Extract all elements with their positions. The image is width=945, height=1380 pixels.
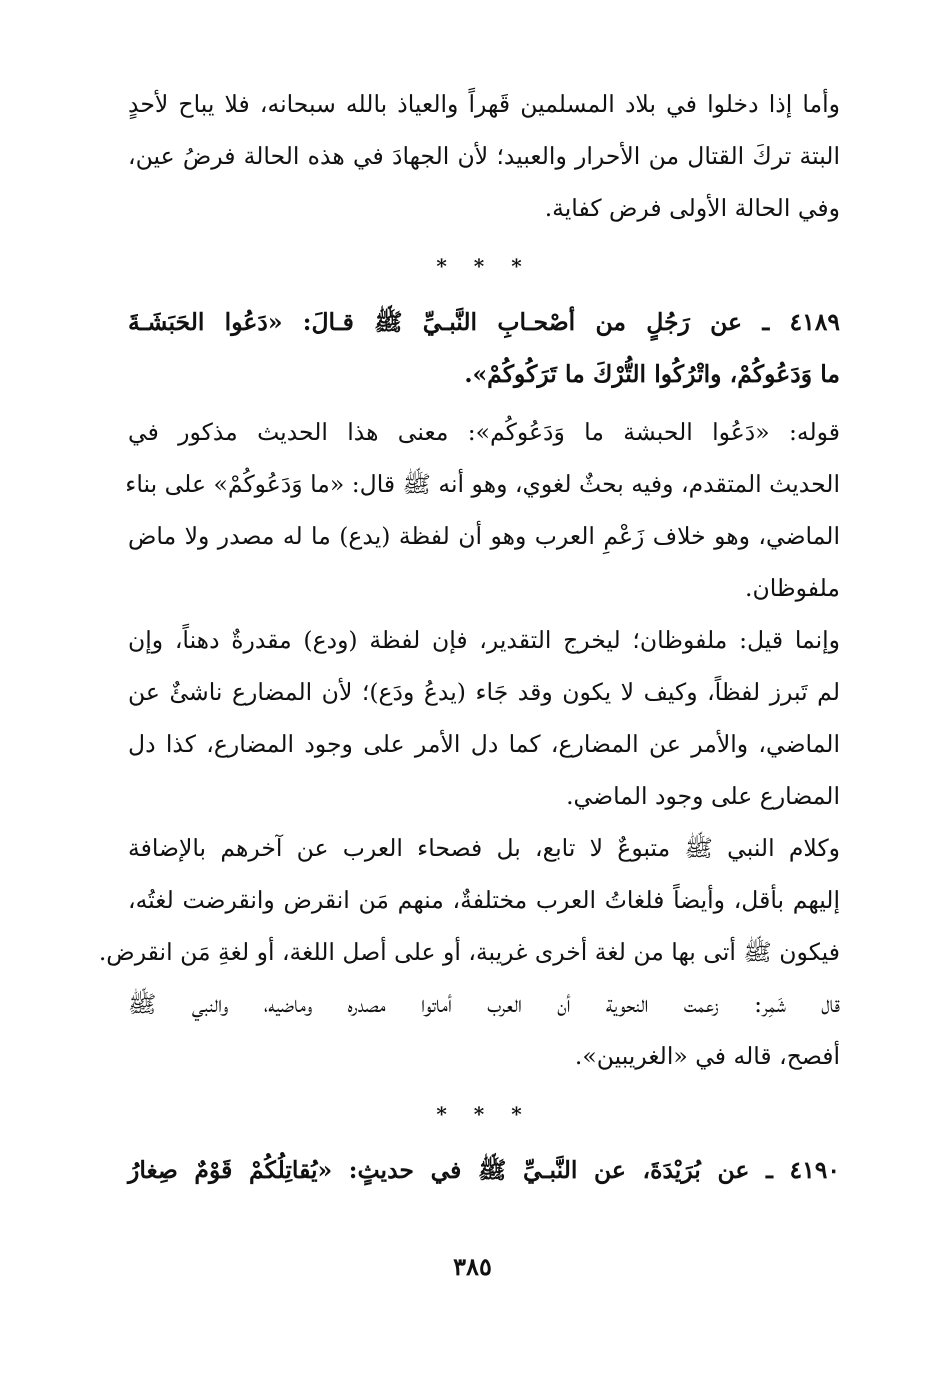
text-line: لم تَبرز لفظاً، وكيف لا يكون وقد جَاء (يدعُ ودَع)؛ لأن المضارع ناشئٌ عن bbox=[128, 678, 840, 706]
text-line: البتة تركَ القتال من الأحرار والعبيد؛ لأن الجهادَ في هذه الحالة فرضُ عين، bbox=[128, 142, 840, 170]
section-separator: * * * bbox=[436, 1102, 532, 1126]
hadith-line: ٤١٨٩ ـ عن رَجُلٍ من أصْحـابِ النَّبـيِّ ﷺ قـالَ: «دَعُوا الحَبَشَـةَ bbox=[128, 308, 840, 336]
text-line: إليهم بأقل، وأيضاً فلغاتُ العرب مختلفةٌ، منهم مَن انقرض وانقرضت لغتُه، bbox=[128, 886, 840, 914]
text-line: أفصح، قاله في «الغريبين». bbox=[574, 1042, 840, 1070]
paragraph-commentary-1 bbox=[125, 406, 840, 614]
text-line: وفي الحالة الأولى فرض كفاية. bbox=[544, 194, 840, 222]
text-line: وإنما قيل: ملفوظان؛ ليخرج التقدير، فإن لفظة (ودع) مقدرةٌ دهناً، وإن bbox=[128, 626, 840, 654]
text-line: فيكون ﷺ أتى بها من لغة أخرى غريبة، أو على أصل اللغة، أو لغةِ مَن انقرض. bbox=[98, 938, 840, 966]
text-line: الماضي، وهو خلاف زَعْمِ العرب وهو أن لفظة (يدع) ما له مصدر ولا ماض bbox=[128, 522, 840, 550]
hadith-4190 bbox=[128, 1144, 840, 1196]
hadith-line: ما وَدَعُوكُمْ، واتْرُكُوا التُّرْكَ ما تَرَكُوكُمْ». bbox=[464, 360, 840, 388]
hadith-line: ٤١٩٠ ـ عن بُرَيْدَةَ، عن النَّبـيِّ ﷺ في حديثٍ: «يُقاتِلُكُمْ قَوْمٌ صِغارُ bbox=[128, 1156, 840, 1184]
paragraph-commentary-4 bbox=[128, 978, 840, 1082]
text-line: الماضي، والأمر عن المضارع، كما دل الأمر على وجود المضارع، كذا دل bbox=[128, 730, 840, 758]
page-number: ٣٨٥ bbox=[453, 1252, 492, 1281]
text-line: ملفوظان. bbox=[745, 574, 840, 602]
section-separator: * * * bbox=[436, 254, 532, 278]
text-line: وكلام النبي ﷺ متبوعٌ لا تابع، بل فصحاء العرب عن آخرهم بالإضافة bbox=[128, 834, 840, 862]
page-body bbox=[98, 78, 840, 1196]
text-line: المضارع على وجود الماضي. bbox=[566, 782, 840, 810]
text-line: الحديث المتقدم، وفيه بحثٌ لغوي، وهو أنه ﷺ قال: «ما وَدَعُوكُمْ» على بناء bbox=[125, 470, 840, 498]
paragraph-commentary-2 bbox=[128, 614, 840, 822]
hadith-4189 bbox=[128, 296, 840, 400]
text-line: قال شَمِر: زعمت النحوية أن العرب أماتوا مصدره وماضيه، والنبي ﷺ bbox=[128, 990, 840, 1018]
text-line: وأما إذا دخلوا في بلاد المسلمين قَهراً والعياذ بالله سبحانه، فلا يباح لأحدٍ bbox=[128, 90, 840, 118]
text-line: قوله: «دَعُوا الحبشة ما وَدَعُوكُم»: معنى هذا الحديث مذكور في bbox=[128, 418, 840, 446]
paragraph-intro bbox=[128, 78, 840, 234]
paragraph-commentary-3 bbox=[98, 822, 840, 978]
